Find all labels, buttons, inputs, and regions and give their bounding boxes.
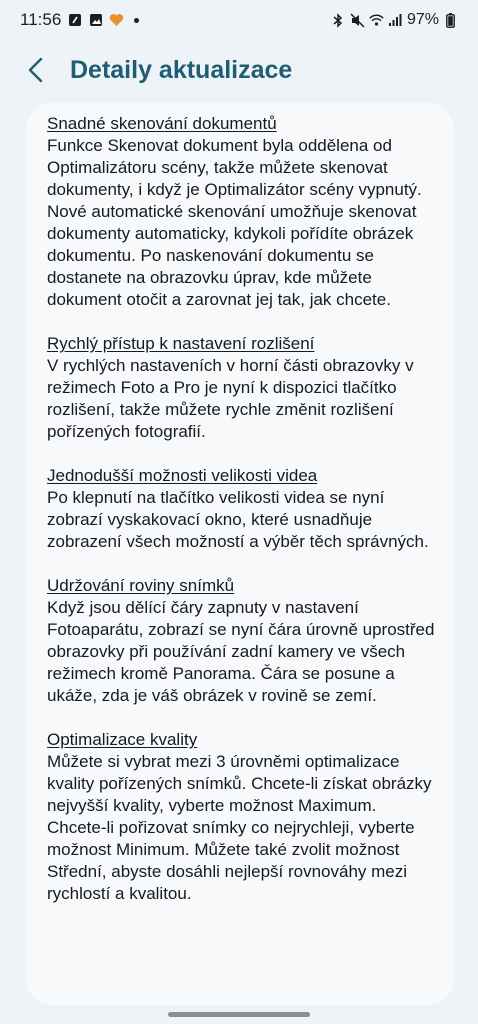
status-bar-left xyxy=(20,10,139,30)
page-title: Detaily aktualizace xyxy=(70,55,293,84)
section-level-line xyxy=(47,575,440,707)
section-heading: Rychlý přístup k nastavení rozlišení xyxy=(47,334,315,353)
battery-icon xyxy=(443,13,458,28)
signal-icon xyxy=(388,13,403,28)
status-time: 11:56 xyxy=(20,10,62,29)
chevron-left-icon xyxy=(27,57,45,83)
mute-icon xyxy=(350,13,365,28)
gallery-icon xyxy=(88,13,103,28)
section-heading: Optimalizace kvality xyxy=(47,730,198,749)
update-details-card[interactable] xyxy=(26,103,454,1005)
section-body: Po klepnutí na tlačítko velikosti videa se nyní zobrazí vyskakovací okno, které usnadňuje zobrazení všech možností a výběr těch správných. xyxy=(47,488,429,551)
section-body: Můžete si vybrat mezi 3 úrovněmi optimalizace kvality pořízených snímků. Chcete-li získat obrázky nejvyšší kvality, vyberte možnost Maximum. Chcete-li pořizovat snímky co nejrychleji, vyberte možnost Minimum. Můžete také zvolit možnost Střední, abyste dosáhli nejlepší rovnováhy mezi rychlostí a kvalitou. xyxy=(47,752,432,903)
back-button[interactable] xyxy=(16,50,56,90)
section-body: Funkce Skenovat dokument byla oddělena od Optimalizátoru scény, takže můžete skenovat dokumenty, i když je Optimalizátor scény vypnutý. Nové automatické skenování umožňuje skenovat dokumenty automaticky, kdykoli pořídíte obrázek dokumentu. Po naskenování dokumentu se dostanete na obrazovku úprav, kde můžete dokument otočit a zarovnat jej tak, jak chcete. xyxy=(47,136,422,309)
heart-icon xyxy=(109,13,124,28)
bluetooth-icon xyxy=(331,13,346,28)
section-body: Když jsou dělící čáry zapnuty v nastavení Fotoaparátu, zobrazí se nyní čára úrovně uprostřed obrazovky při používání zadní kamery ve všech režimech kromě Panorama. Čára se posune a ukáže, zda je váš obrázek v rovině se zemí. xyxy=(47,598,435,705)
status-bar-right xyxy=(331,11,458,29)
section-heading: Udržování roviny snímků xyxy=(47,576,235,595)
section-body: V rychlých nastaveních v horní části obrazovky v režimech Foto a Pro je nyní k dispozici tlačítko rozlišení, takže můžete rychle změnit rozlišení pořízených fotografií. xyxy=(47,356,414,441)
app-icon xyxy=(67,13,82,28)
wifi-icon xyxy=(369,13,384,28)
section-heading: Jednodušší možnosti velikosti videa xyxy=(47,466,318,485)
section-heading: Snadné skenování dokumentů xyxy=(47,114,277,133)
section-video-size xyxy=(47,465,440,553)
section-quality-optimization xyxy=(47,729,440,905)
status-bar xyxy=(0,0,478,40)
battery-percent: 97% xyxy=(406,11,439,28)
notification-dot-icon xyxy=(134,18,139,23)
section-document-scanning xyxy=(47,113,440,311)
section-resolution-access xyxy=(47,333,440,443)
app-bar xyxy=(0,46,478,94)
gesture-navigation-handle[interactable] xyxy=(168,1012,310,1017)
